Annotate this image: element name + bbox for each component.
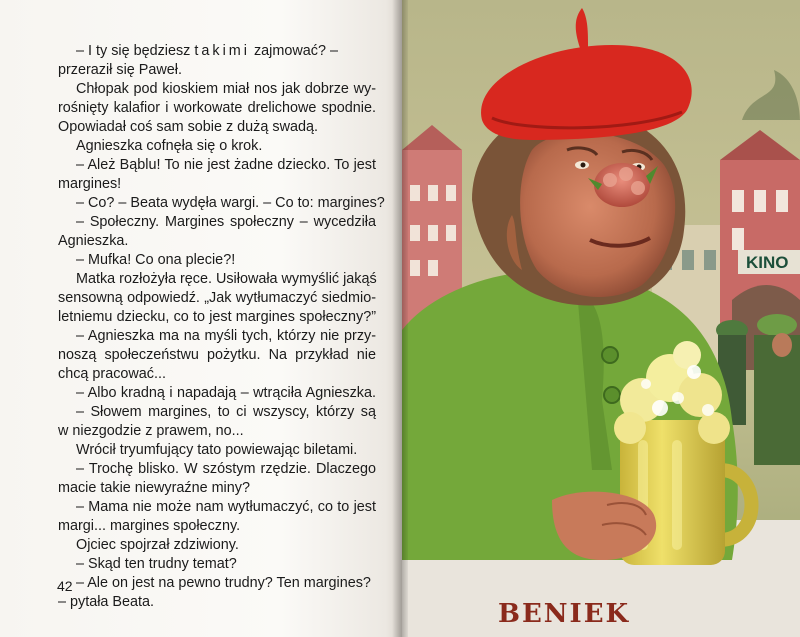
text-line: chcą pracować... <box>58 366 166 382</box>
text-line: Agnieszka. <box>58 233 129 249</box>
text-fragment: zajmować? – <box>253 43 338 59</box>
text-line: Ojciec spojrzał zdziwiony. <box>76 537 239 553</box>
text-line: – Ależ Bąblu! To nie jest żadne dziecko. To jest <box>76 157 376 173</box>
text-line: – Trochę blisko. W szóstym rzędzie. Dlaczego <box>76 461 376 477</box>
text-line: – Słowem margines, to ci wszyscy, którzy są <box>76 404 376 420</box>
illustration-page <box>402 0 800 637</box>
artist-signature: BENIEK <box>498 599 631 629</box>
sweater-button <box>602 347 618 363</box>
text-line: noszą społeczeństwu pożytku. Na przykład nie <box>58 347 376 363</box>
story-text <box>58 42 385 612</box>
text-line: w niezgodzie z prawem, no... <box>58 423 244 439</box>
text-line: Chłopak pod kioskiem miał nos jak dobrze wy- <box>76 81 376 97</box>
text-line: margines! <box>58 176 122 192</box>
text-line: margi... margines społeczny. <box>58 518 241 534</box>
text-line: – Ale on jest na pewno trudny? Ten margines? <box>76 575 371 591</box>
text-line: – Skąd ten trudny temat? <box>76 556 237 572</box>
text-line: Matka rozłożyła ręce. Usiłowała wymyślić jakąś <box>76 271 377 287</box>
text-line: Opowiadał coś sam sobie z dużą swadą. <box>58 119 318 135</box>
cinema-sign-text: KINO <box>746 253 789 272</box>
book-gutter <box>392 0 408 637</box>
text-line: macie takie niewyraźne miny? <box>58 480 250 496</box>
text-line: sensowną odpowiedź. „Jak wytłumaczyć siedmio- <box>58 290 376 306</box>
text-line: – Albo kradną i napadają – wtrąciła Agnieszka. <box>76 385 376 401</box>
text-line: – pytała Beata. <box>58 594 155 610</box>
text-line: – Społeczny. Margines społeczny – wycedziła <box>76 214 376 230</box>
page-number: 42 <box>57 578 73 594</box>
text-line: Agnieszka cofnęła się o krok. <box>76 138 263 154</box>
text-line-1 <box>58 42 376 61</box>
text-line: Wrócił tryumfujący tato powiewając biletami. <box>76 442 358 458</box>
text-fragment: – I ty się będziesz <box>76 43 191 59</box>
text-line: – Agnieszka ma na myśli tych, którzy nie przy- <box>76 328 376 344</box>
text-line: rośnięty kalafior i workowate drelichowe spodnie. <box>58 100 376 116</box>
text-line: – Mama nie może nam wytłumaczyć, co to jest <box>76 499 376 515</box>
sweater-button <box>604 387 620 403</box>
illustration <box>402 0 800 637</box>
text-line: letniemu dziecku, co to jest margines społeczny?” <box>58 309 376 325</box>
text-line: – Mufka! Co ona plecie?! <box>76 252 236 268</box>
text-line: przeraził się Paweł. <box>58 62 182 78</box>
text-line: – Co? – Beata wydęła wargi. – Co to: margines? <box>76 195 385 211</box>
text-fragment-spaced: takimi <box>194 43 250 59</box>
